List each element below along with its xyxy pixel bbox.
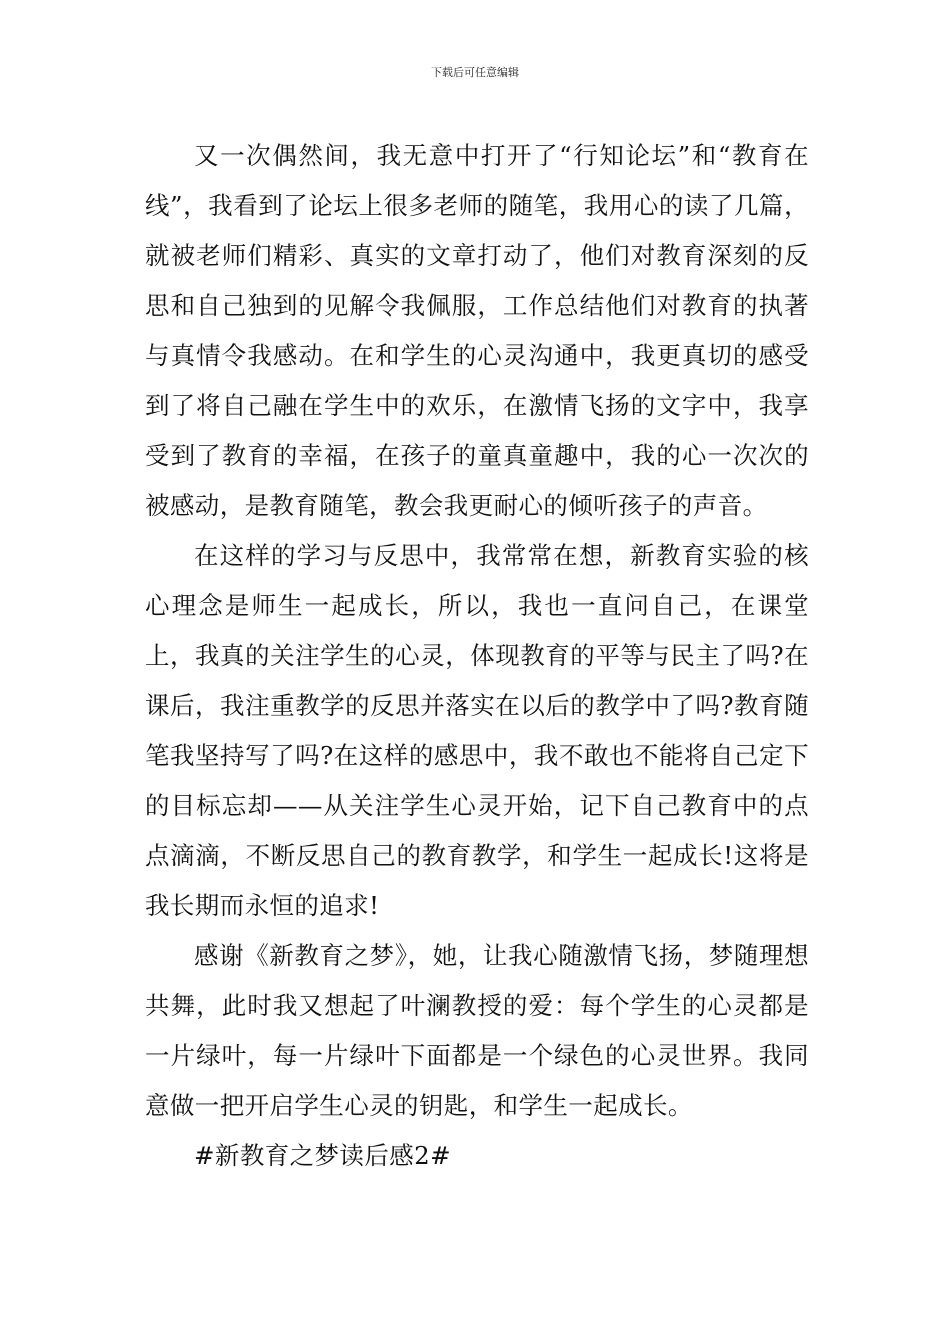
paragraph-2: 在这样的学习与反思中，我常常在想，新教育实验的核心理念是师生一起成长，所以，我也一直问自己，在课堂上，我真的关注学生的心灵，体现教育的平等与民主了吗?在课后，我注重教学的反思并落实在以后的教学中了吗?教育随笔我坚持写了吗?在这样的感思中，我不敢也不能将自己定下的目标忘却——从关注学生心灵开始，记下自己教育中的点点滴滴，不断反思自己的教育教学，和学生一起成长!这将是我长期而永恒的追求! [145, 541, 809, 920]
document-body [145, 131, 809, 1181]
page-header-note: 下载后可任意编辑 [431, 66, 519, 79]
paragraph-3: 感谢《新教育之梦》，她，让我心随激情飞扬，梦随理想共舞，此时我又想起了叶澜教授的爱：每个学生的心灵都是一片绿叶，每一片绿叶下面都是一个绿色的心灵世界。我同意做一把开启学生心灵的钥匙，和学生一起成长。 [145, 941, 809, 1120]
section-subheading: #新教育之梦读后感2# [194, 1141, 452, 1170]
paragraph-1: 又一次偶然间，我无意中打开了“行知论坛”和“教育在线”，我看到了论坛上很多老师的随笔，我用心的读了几篇，就被老师们精彩、真实的文章打动了，他们对教育深刻的反思和自己独到的见解令我佩服，工作总结他们对教育的执著与真情令我感动。在和学生的心灵沟通中，我更真切的感受到了将自己融在学生中的欢乐，在激情飞扬的文字中，我享受到了教育的幸福，在孩子的童真童趣中，我的心一次次的被感动，是教育随笔，教会我更耐心的倾听孩子的声音。 [145, 141, 809, 520]
